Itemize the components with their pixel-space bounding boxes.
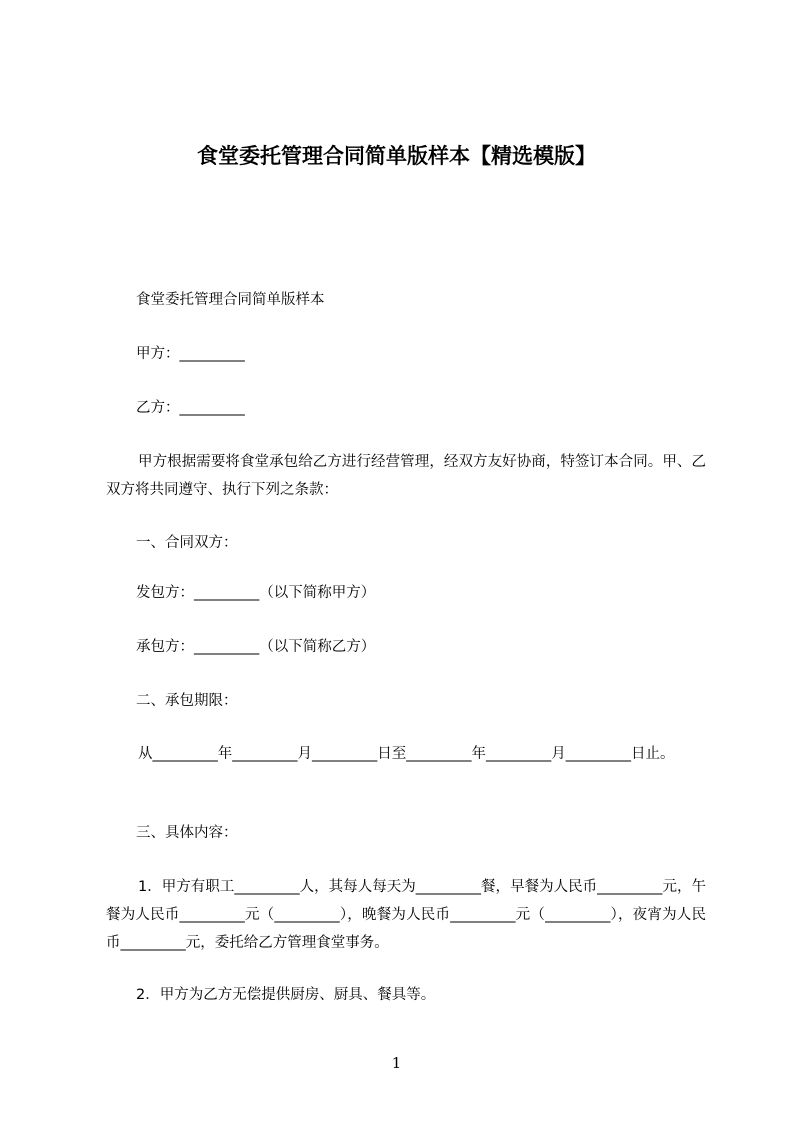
item-1-paragraph: 1．甲方有职工_________人，其每人每天为_________餐，早餐为人民币_________元，午餐为人民币_________元（_________），晚餐为人民币_________元（_________），夜宵为人民币_________元，委托给乙方管理食堂事务。 (106, 879, 706, 951)
contractee-line: 承包方：_________（以下简称乙方） (136, 639, 376, 655)
period-paragraph: 从_________年_________月_________日至_________年_________月_________日止。 (138, 746, 675, 762)
document-title: 食堂委托管理合同简单版样本【精选模版】 (197, 144, 596, 168)
section-1-heading: 一、合同双方： (136, 535, 238, 551)
item-2-line: 2．甲方为乙方无偿提供厨房、厨具、餐具等。 (136, 987, 436, 1003)
party-a-line: 甲方：_________ (136, 346, 245, 362)
intro-paragraph: 甲方根据需要将食堂承包给乙方进行经营管理，经双方友好协商，特签订本合同。甲、乙双方将共同遵守、执行下列之条款： (106, 454, 706, 498)
section-2-heading: 二、承包期限： (136, 693, 238, 709)
page-number: 1 (391, 1054, 402, 1072)
document-subtitle: 食堂委托管理合同简单版样本 (136, 292, 325, 308)
contractor-line: 发包方：_________（以下简称甲方） (136, 585, 376, 601)
party-b-line: 乙方：_________ (136, 400, 245, 416)
section-3-heading: 三、具体内容： (136, 825, 238, 841)
